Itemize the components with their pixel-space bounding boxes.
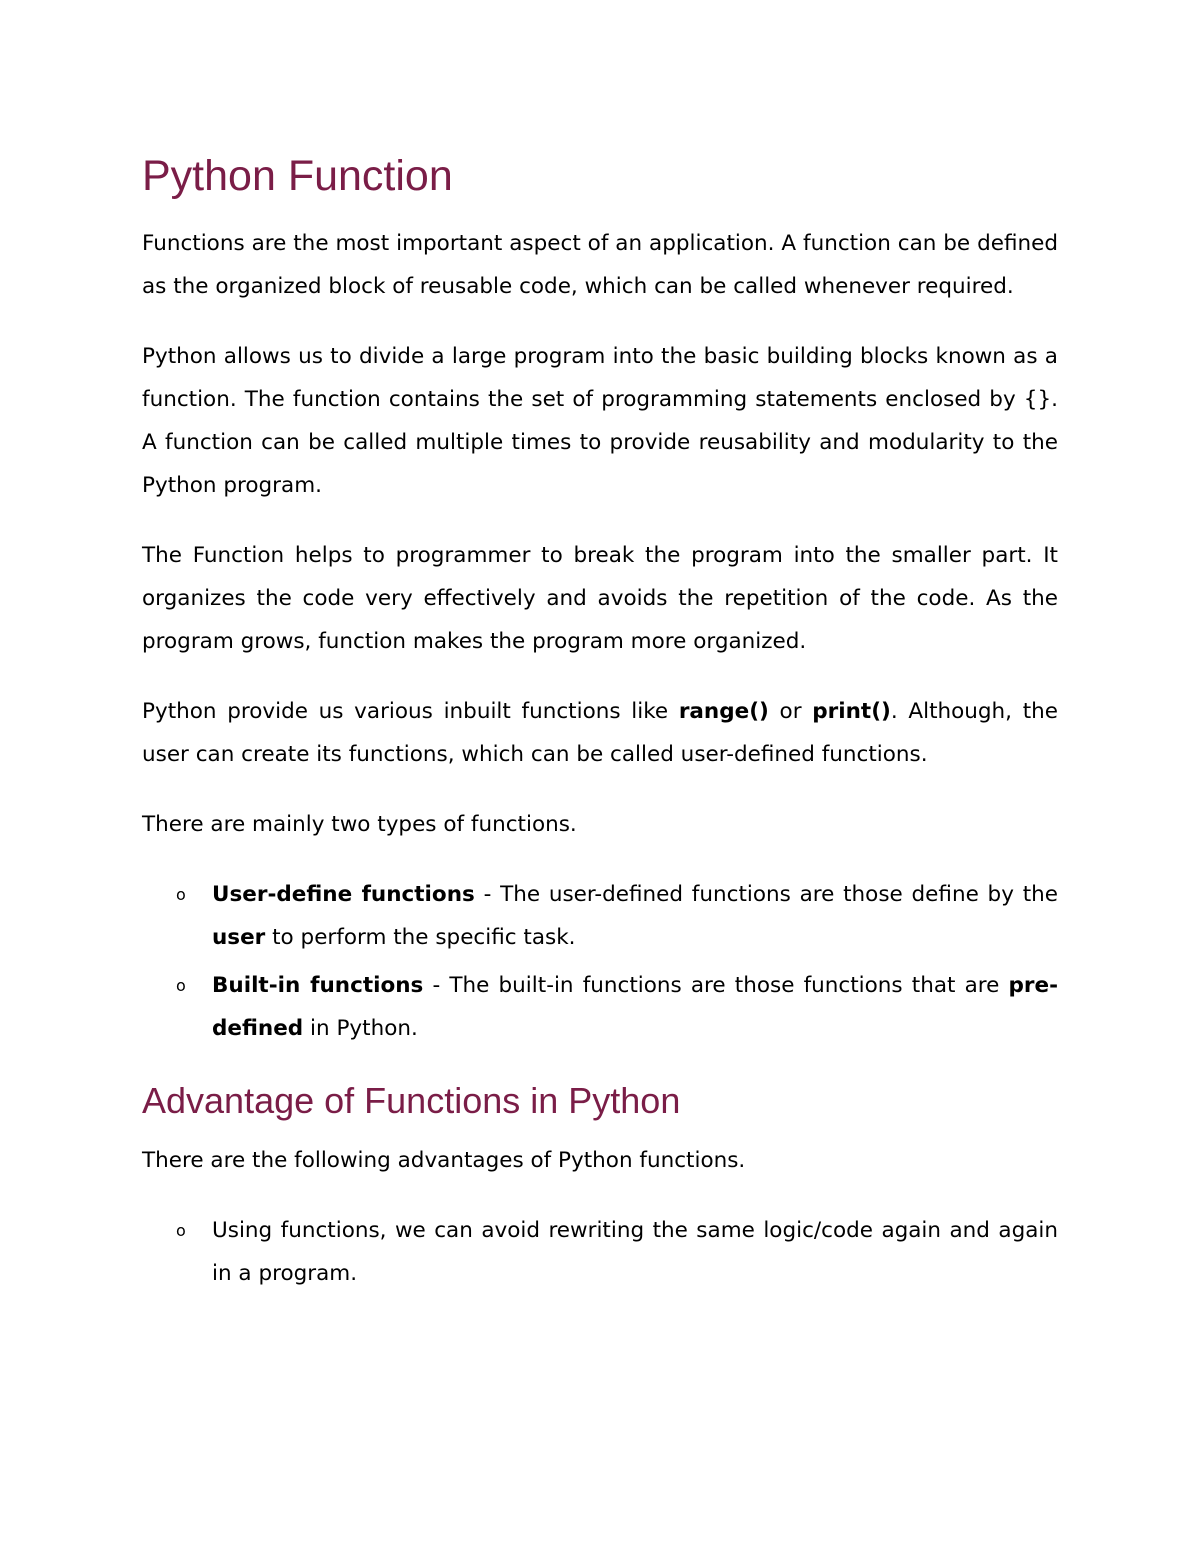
list-item-term-2: user	[212, 925, 266, 950]
list-item-term: Built-in functions	[212, 973, 424, 998]
paragraph-divide-program: Python allows us to divide a large program into the basic building blocks known as a function. The function contains the set of programming statements enclosed by {}. A function can be called multiple times to provide reusability and modularity to the Python program.	[142, 344, 1058, 498]
range-function-name: range()	[678, 699, 769, 724]
list-item-text: - The user-defined functions are those define by the	[474, 882, 1058, 907]
bullet-marker: o	[176, 1221, 186, 1240]
inbuilt-text-before: Python provide us various inbuilt functions like	[142, 699, 679, 724]
paragraph-types-intro: There are mainly two types of functions.	[142, 812, 577, 837]
paragraph-function-helps: The Function helps to programmer to break the program into the smaller part. It organizes the code very effectively and avoids the repetition of the code. As the program grows, function makes the program more organized.	[142, 543, 1058, 654]
document-page	[142, 150, 1058, 1322]
paragraph-intro: Functions are the most important aspect of an application. A function can be defined as the organized block of reusable code, which can be called whenever required.	[142, 231, 1058, 299]
list-item-text-2: to perform the specific task.	[265, 925, 576, 950]
inbuilt-text-mid: or	[768, 699, 813, 724]
list-item	[142, 873, 1058, 959]
page-title: Python Function	[142, 152, 453, 200]
paragraph-inbuilt-functions	[142, 690, 1058, 776]
paragraph-advantages-intro: There are the following advantages of Python functions.	[142, 1148, 746, 1173]
section-heading-advantages: Advantage of Functions in Python	[142, 1080, 681, 1121]
print-function-name: print()	[812, 699, 891, 724]
list-item	[142, 1209, 1058, 1295]
list-item	[142, 964, 1058, 1050]
list-item-text-2: in Python.	[303, 1016, 418, 1041]
advantages-list	[142, 1209, 1058, 1295]
bullet-marker: o	[176, 885, 186, 904]
inbuilt-text-after: . Although, the user can create its functions, which can be called user-defined functions.	[142, 699, 1058, 767]
function-types-list	[142, 873, 1058, 1050]
list-item-term: User-define functions	[212, 882, 475, 907]
list-item-text: - The built-in functions are those functions that are	[423, 973, 1009, 998]
list-item-term-2: pre-defined	[212, 973, 1058, 1041]
list-item-text: Using functions, we can avoid rewriting the same logic/code again and again in a program.	[212, 1218, 1058, 1286]
bullet-marker: o	[176, 976, 186, 995]
